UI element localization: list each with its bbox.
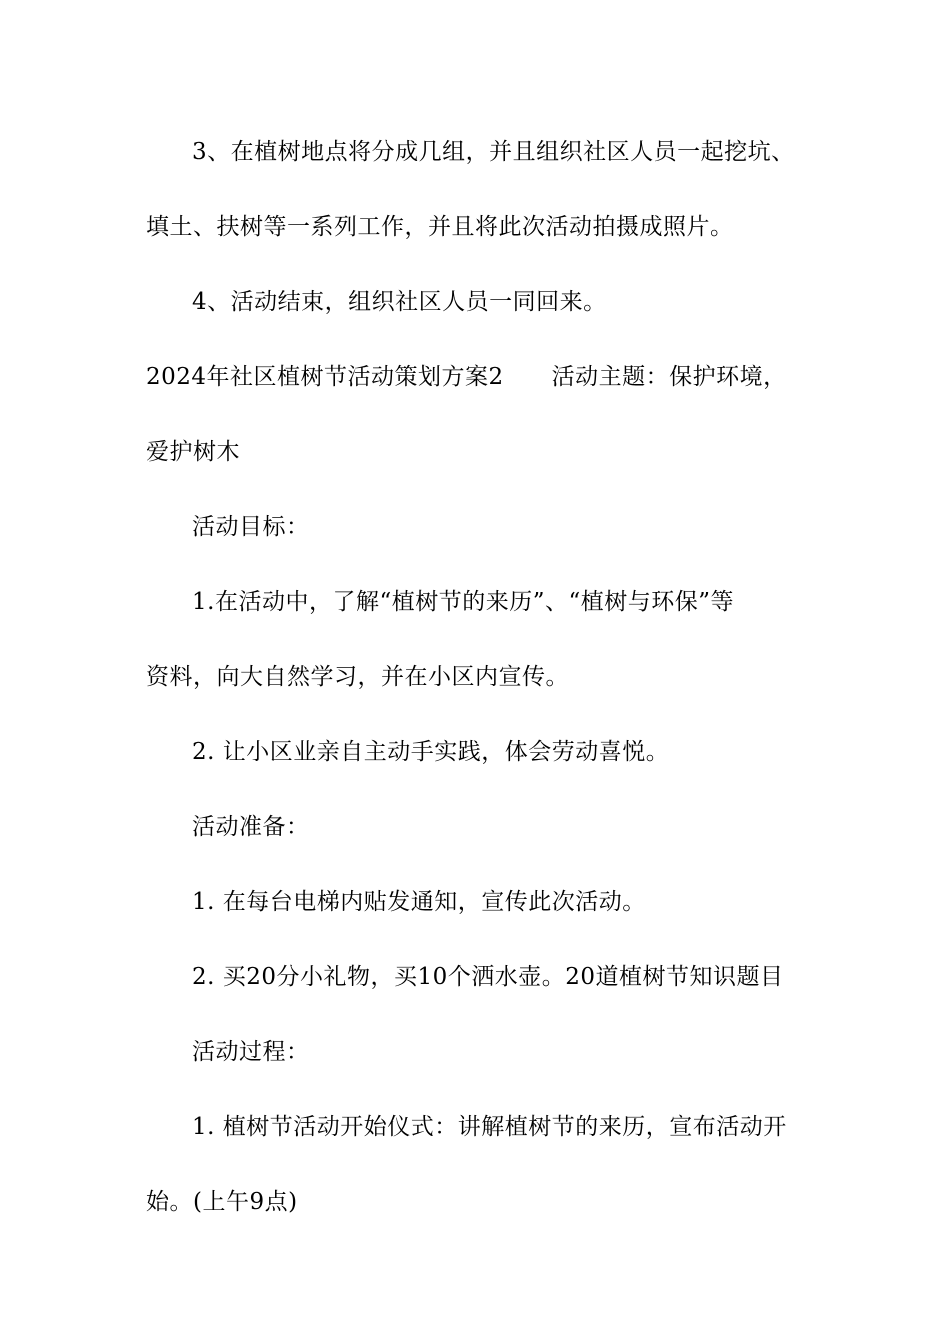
paragraph-line: 1. 植树节活动开始仪式：讲解植树节的来历，宣布活动开 xyxy=(192,1114,787,1140)
paragraph-line: 填土、扶树等一系列工作，并且将此次活动拍摄成照片。 xyxy=(146,214,734,240)
paragraph-line: 3、在植树地点将分成几组，并且组织社区人员一起挖坑、 xyxy=(192,139,795,165)
activity-theme: 活动主题：保护环境， xyxy=(551,364,787,390)
paragraph-line: 2. 买20分小礼物，买10个洒水壶。20道植树节知识题目 xyxy=(192,964,784,990)
paragraph-line: 4、活动结束，组织社区人员一同回来。 xyxy=(192,289,607,315)
paragraph-line: 1. 在每台电梯内贴发通知，宣传此次活动。 xyxy=(192,889,646,915)
subheading-goals: 活动目标： xyxy=(192,514,310,540)
section-title: 2024年社区植树节活动策划方案2 xyxy=(146,364,504,390)
paragraph-line: 爱护树木 xyxy=(146,439,240,465)
paragraph-line: 2. 让小区业亲自主动手实践，体会劳动喜悦。 xyxy=(192,739,670,765)
paragraph-line: 1.在活动中，了解“植树节的来历”、“植树与环保”等 xyxy=(192,589,734,615)
subheading-process: 活动过程： xyxy=(192,1039,310,1065)
subheading-preparation: 活动准备： xyxy=(192,814,310,840)
paragraph-line: 始。(上午9点) xyxy=(146,1189,298,1215)
section-heading-line xyxy=(146,362,806,392)
paragraph-line: 资料，向大自然学习，并在小区内宣传。 xyxy=(146,664,569,690)
